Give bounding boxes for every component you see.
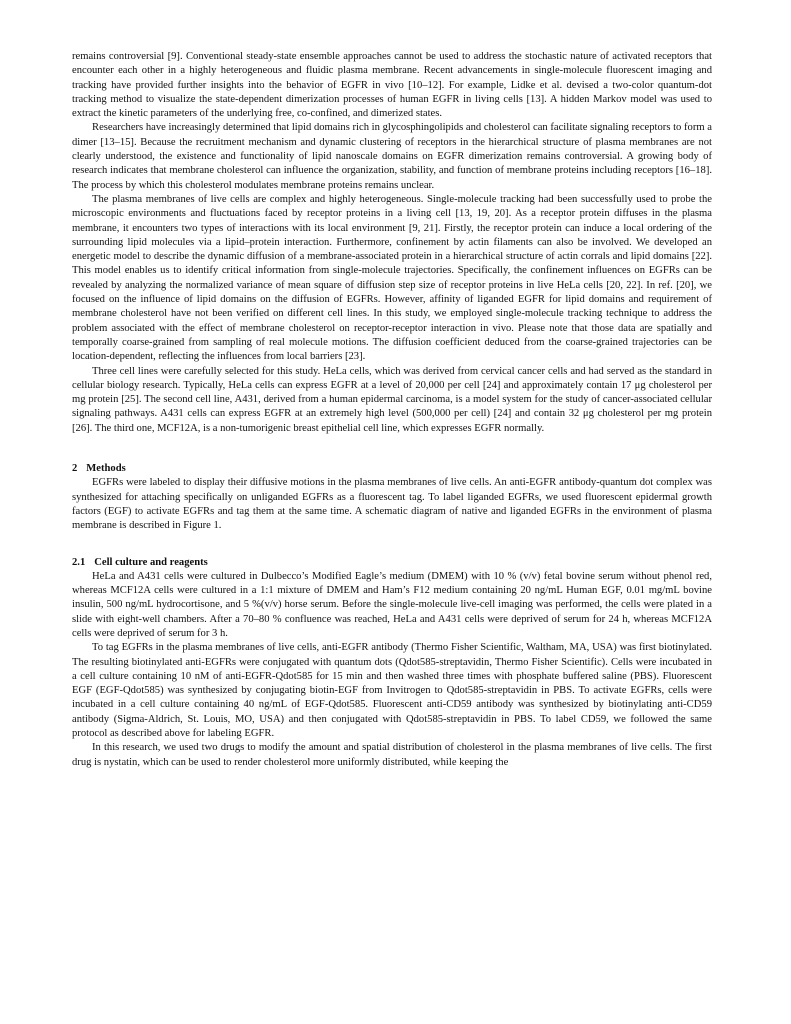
section-number: 2 (72, 463, 78, 475)
intro-paragraph-4: Three cell lines were carefully selected for this study. HeLa cells, which was derived from cervical cancer cells and had served as the standard in cellular biology research. Typically, HeLa cells can express EGFR at a level of 20,000 per cell [24] and approximately contain 17 μg cholesterol per mg protein [25]. The second cell line, A431, derived from a human epidermal carcinoma, is a model system for the study of cancer-associated cellular signaling pathways. A431 cells can express EGFR at an extremely high level (500,000 per cell) [24] and contain 32 μg cholesterol per mg protein [26]. The third one, MCF12A, is a non-tumorigenic breast epithelial cell line, which expresses EGFR normally. (72, 365, 712, 434)
culture-paragraph-2: To tag EGFRs in the plasma membranes of live cells, anti-EGFR antibody (Thermo Fisher Scientific, Waltham, MA, USA) was first biotinylated. The resulting biotinylated anti-EGFRs were conjugated with quantum dots (Qdot585-streptavidin, Thermo Fisher Scientific). Cells were incubated in a cell culture containing 10 nM of anti-EGFR-Qdot585 for 15 min and then washed three times with phosphate buffered saline (PBS). Fluorescent EGF (EGF-Qdot585) was synthesized by conjugating biotin-EGF from Invitrogen to Qdot585-streptavidin in PBS. To activate EGFRs, cells were incubated in a cell culture containing 40 ng/mL of EGF-Qdot585. Fluorescent anti-CD59 antibody was synthesized by biotinylating anti-CD59 antibody (Sigma-Aldrich, St. Louis, MO, USA) and then conjugated with Qdot585-streptavidin in PBS. To label CD59, we followed the same protocol as described above for labeling EGFR. (72, 642, 712, 740)
intro-paragraph-3: The plasma membranes of live cells are complex and highly heterogeneous. Single-molecule tracking had been successfully used to probe the microscopic environments and fluctuations faced by receptor proteins in a living cell [13, 19, 20]. As a receptor protein diffuses in the plasma membrane, it encounters two types of interactions with its local environment [9, 21]. Firstly, the receptor protein can induce a local ordering of the surrounding lipid molecules via a lipid–protein interaction. Furthermore, confinement by actin filaments can also be involved. We developed an energetic model to describe the dynamic diffusion of a membrane-associated protein in a hierarchical structure of actin corrals and lipid domains [22]. This model enables us to identify critical information from single-molecule trajectories. Specifically, the confinement influences on EGFRs can be revealed by analyzing the normalized variance of mean square of diffusion step size of receptor proteins in live HeLa cells [20, 22]. In ref. [20], we focused on the influence of lipid domains on the diffusion of EGFRs. However, affinity of liganded EGFR for lipid domains and requirement of membrane cholesterol have not been verified on different cell lines. In this study, we employed single-molecule tracking technique to address the problem associated with the effect of membrane cholesterol on receptor-receptor interaction in vivo. Please note that those data are spatially and temporally coarse-grained from sampling of real molecule motions. The diffusion coefficient deduced from the coarse-grained trajectories can be location-dependent, reflecting the influences from local barriers [23]. (72, 193, 712, 363)
culture-paragraph-1: HeLa and A431 cells were cultured in Dulbecco’s Modified Eagle’s medium (DMEM) with 10 % (v/v) fetal bovine serum without phenol red, whereas MCF12A cells were cultured in a 1:1 mixture of DMEM and Ham’s F12 medium containing 20 ng/mL Human EGF, 0.01 mg/mL bovine insulin, 500 ng/mL hydrocortisone, and 5 %(v/v) horse serum. Before the single-molecule live-cell imaging was performed, the cells were plated in a slide with eight-well chambers. After a 70–80 % confluence was reached, HeLa and A431 cells were deprived of serum for 24 h, whereas MCF12A cells were deprived of serum for 3 h. (72, 570, 712, 639)
paper-page (72, 50, 712, 770)
intro-paragraph-1: remains controversial [9]. Conventional steady-state ensemble approaches cannot be used to address the stochastic nature of activated receptors that encounter each other in a highly heterogeneous and fluidic plasma membrane. Recent advancements in single-molecule fluorescent imaging and tracking have provided further insights into the behavior of EGFR in vivo [10–12]. For example, Lidke et al. devised a two-color quantum-dot tracking method to visualize the state-dependent dimerization processes of human EGFR in living cells [13]. A hidden Markov model was used to extract the kinetic parameters of the underlying free, co-confined, and dimerized states. (72, 51, 712, 120)
methods-paragraph-1: EGFRs were labeled to display their diffusive motions in the plasma membranes of live cells. An anti-EGFR antibody-quantum dot complex was synthesized for attaching specifically on unliganded EGFRs as a fluorescent tag. To label liganded EGFRs, we used fluorescent epidermal growth factors (EGF) to activate EGFRs and tag them at the same time. A schematic diagram of native and liganded EGFRs in the environment of plasma membrane is described in Figure 1. (72, 477, 712, 532)
intro-paragraph-2: Researchers have increasingly determined that lipid domains rich in glycosphingolipids and cholesterol can facilitate signaling receptors to form a dimer [13–15]. Because the recruitment mechanism and dynamic clustering of receptors in the hierarchical structure of plasma membranes are not clearly understood, the existence and functionality of lipid nanoscale domains on EGFR dimerization remains controversial. A growing body of research indicates that membrane cholesterol can influence the organization, stability, and function of membrane proteins including receptors [16–18]. The process by which this cholesterol modulates membrane proteins remains unclear. (72, 122, 712, 191)
section-spacer (72, 534, 712, 556)
subsection-title: Cell culture and reagents (94, 556, 208, 568)
culture-paragraph-3: In this research, we used two drugs to modify the amount and spatial distribution of cholesterol in the plasma membranes of live cells. The first drug is nystatin, which can be used to render cholesterol more uniformly distributed, while keeping the (72, 742, 712, 768)
section-spacer (72, 436, 712, 462)
section-title: Methods (86, 463, 126, 475)
subsection-number: 2.1 (72, 556, 86, 568)
subsection-heading-cell-culture (72, 556, 712, 570)
section-heading-methods (72, 462, 712, 476)
